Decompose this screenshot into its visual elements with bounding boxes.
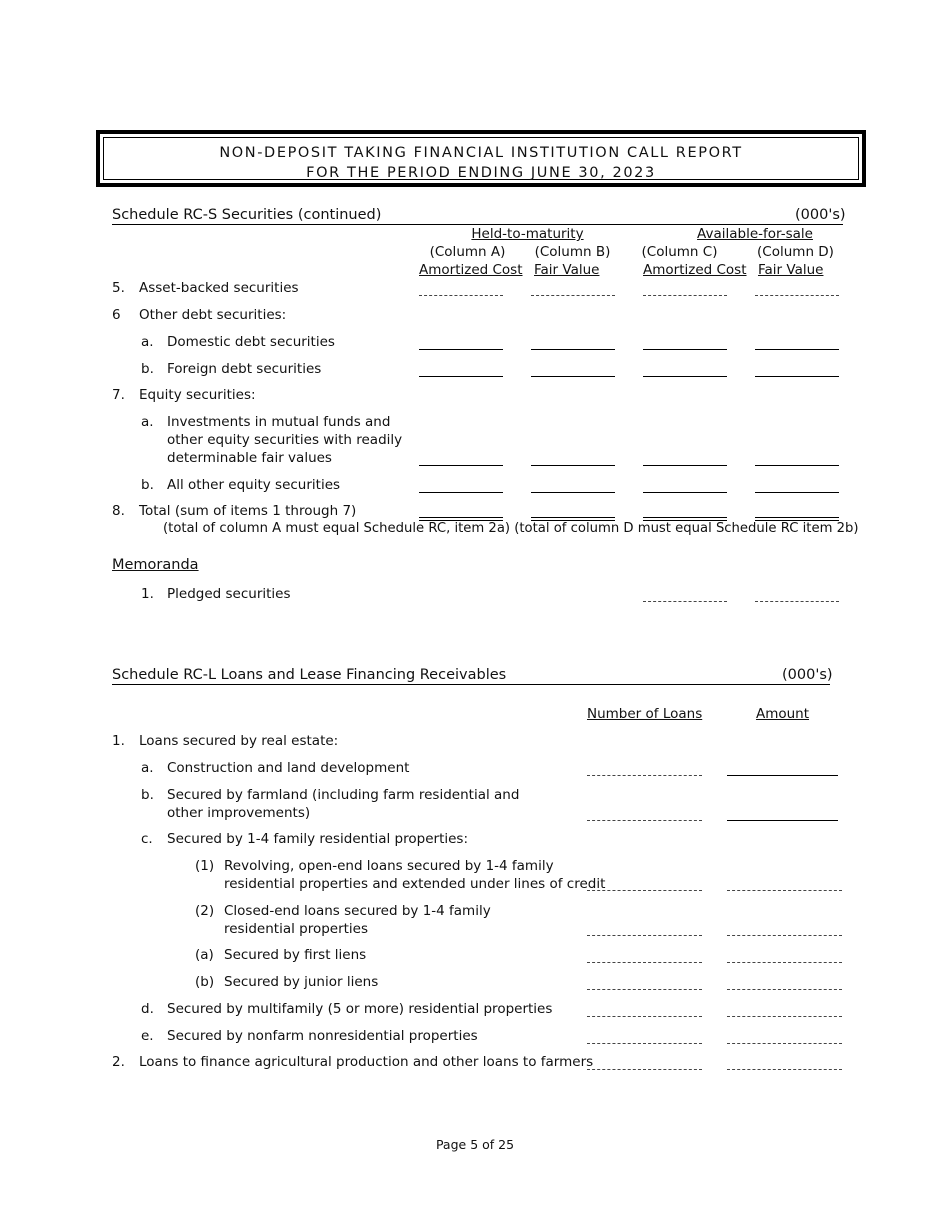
report-header-box <box>96 130 866 187</box>
rcs-5-col-c-field[interactable] <box>643 295 727 296</box>
rcl-units: (000's) <box>782 667 833 683</box>
rcs-col-a-subheader: Amortized Cost <box>419 262 523 278</box>
rcs-item-7a-line1: Investments in mutual funds and <box>167 414 391 430</box>
rcs-7b-col-b-field[interactable] <box>531 492 615 493</box>
rcs-6a-col-c-field[interactable] <box>643 349 727 350</box>
rcl-item-1c-num: c. <box>141 831 153 847</box>
rcl-item-2-num: 2. <box>112 1054 125 1070</box>
memo-1-col-d-field[interactable] <box>755 601 839 602</box>
rcl-item-1c2-num: (2) <box>195 903 215 919</box>
rcs-item-7a-line3: determinable fair values <box>167 450 332 466</box>
rcl-item-1d-num: d. <box>141 1001 154 1017</box>
rcl-1b-number-field[interactable] <box>587 820 702 821</box>
rcs-item-6-label: Other debt securities: <box>139 307 287 323</box>
rcs-units: (000's) <box>795 207 846 223</box>
rcs-5-col-d-field[interactable] <box>755 295 839 296</box>
rcl-1cb-amount-field[interactable] <box>727 989 842 990</box>
rcs-item-6a-label: Domestic debt securities <box>167 334 335 350</box>
rcl-item-1-label: Loans secured by real estate: <box>139 733 339 749</box>
rcl-item-1a-label: Construction and land development <box>167 760 410 776</box>
rcl-1e-amount-field[interactable] <box>727 1043 842 1044</box>
rcs-title: Schedule RC-S Securities (continued) <box>112 207 382 223</box>
rcl-item-1c1-num: (1) <box>195 858 215 874</box>
rcl-1d-amount-field[interactable] <box>727 1016 842 1017</box>
rcs-5-col-b-field[interactable] <box>531 295 615 296</box>
rcs-7b-col-a-field[interactable] <box>419 492 503 493</box>
rcs-6b-col-c-field[interactable] <box>643 376 727 377</box>
rcs-item-8-label: Total (sum of items 1 through 7) <box>139 503 357 519</box>
rcs-col-a-header: (Column A) <box>429 244 506 260</box>
rcs-item-7b-num: b. <box>141 477 154 493</box>
rcl-item-1e-label: Secured by nonfarm nonresidential properties <box>167 1028 478 1044</box>
rcl-col-number-header: Number of Loans <box>587 706 703 722</box>
rcl-item-1c1-line2: residential properties and extended under lines of credit <box>224 876 606 892</box>
rcl-2-amount-field[interactable] <box>727 1069 842 1070</box>
rcl-1ca-number-field[interactable] <box>587 962 702 963</box>
rcl-item-1b-line2: other improvements) <box>167 805 311 821</box>
rcs-6a-col-a-field[interactable] <box>419 349 503 350</box>
rcs-col-c-subheader: Amortized Cost <box>643 262 747 278</box>
rcl-item-1cb-num: (b) <box>195 974 215 990</box>
rcs-item-7a-num: a. <box>141 414 154 430</box>
rcs-7a-col-c-field[interactable] <box>643 465 727 466</box>
rcl-title: Schedule RC-L Loans and Lease Financing Receivables <box>112 667 507 683</box>
rcs-col-c-header: (Column C) <box>641 244 718 260</box>
rcl-1e-number-field[interactable] <box>587 1043 702 1044</box>
rcs-group-afs: Available-for-sale <box>697 226 813 242</box>
rcs-7b-col-d-field[interactable] <box>755 492 839 493</box>
rcs-6b-col-d-field[interactable] <box>755 376 839 377</box>
report-title-line2: FOR THE PERIOD ENDING JUNE 30, 2023 <box>306 165 656 181</box>
rcs-item-5-label: Asset-backed securities <box>139 280 299 296</box>
rcs-item-8-note: (total of column A must equal Schedule RC, item 2a) (total of column D must equal Schedule RC item 2b) <box>163 521 859 536</box>
rcl-item-1c2-line1: Closed-end loans secured by 1-4 family <box>224 903 491 919</box>
rcs-7a-col-a-field[interactable] <box>419 465 503 466</box>
rcl-item-1cb-label: Secured by junior liens <box>224 974 379 990</box>
rcl-col-amount-header: Amount <box>755 706 810 722</box>
rcs-group-htm: Held-to-maturity <box>471 226 584 242</box>
rcs-7a-col-b-field[interactable] <box>531 465 615 466</box>
memo-1-num: 1. <box>141 586 154 602</box>
rcl-1ca-amount-field[interactable] <box>727 962 842 963</box>
memo-1-label: Pledged securities <box>167 586 291 602</box>
page-number: Page 5 of 25 <box>435 1137 515 1152</box>
rcs-item-5-num: 5. <box>112 280 125 296</box>
rcl-1c1-amount-field[interactable] <box>727 890 842 891</box>
rcs-item-8-num: 8. <box>112 503 125 519</box>
rcs-item-7-num: 7. <box>112 387 125 403</box>
rcl-1cb-number-field[interactable] <box>587 989 702 990</box>
rcs-6b-col-a-field[interactable] <box>419 376 503 377</box>
rcl-1c2-number-field[interactable] <box>587 935 702 936</box>
rcs-item-6a-num: a. <box>141 334 154 350</box>
rcs-item-6b-num: b. <box>141 361 154 377</box>
rcl-2-number-field[interactable] <box>587 1069 702 1070</box>
rcs-col-d-header: (Column D) <box>757 244 834 260</box>
rcl-item-1b-line1: Secured by farmland (including farm residential and <box>167 787 520 803</box>
rcs-6b-col-b-field[interactable] <box>531 376 615 377</box>
rcl-item-1d-label: Secured by multifamily (5 or more) residential properties <box>167 1001 553 1017</box>
rcl-item-2-label: Loans to finance agricultural production and other loans to farmers <box>139 1054 594 1070</box>
report-title-line1: NON-DEPOSIT TAKING FINANCIAL INSTITUTION CALL REPORT <box>219 145 743 161</box>
rcl-item-1ca-num: (a) <box>195 947 214 963</box>
rcs-5-col-a-field[interactable] <box>419 295 503 296</box>
rcl-1a-amount-field[interactable] <box>727 775 838 776</box>
memo-1-col-c-field[interactable] <box>643 601 727 602</box>
rcs-col-b-header: (Column B) <box>534 244 611 260</box>
rcs-6a-col-d-field[interactable] <box>755 349 839 350</box>
rcl-item-1-num: 1. <box>112 733 125 749</box>
rcl-1d-number-field[interactable] <box>587 1016 702 1017</box>
memoranda-title: Memoranda <box>112 557 199 573</box>
rcs-item-6-num: 6 <box>112 307 121 323</box>
rcl-item-1c2-line2: residential properties <box>224 921 369 937</box>
rcs-6a-col-b-field[interactable] <box>531 349 615 350</box>
rcl-item-1a-num: a. <box>141 760 154 776</box>
rcl-item-1c-label: Secured by 1-4 family residential properties: <box>167 831 468 847</box>
rcs-col-b-subheader: Fair Value <box>534 262 600 278</box>
rcl-1c2-amount-field[interactable] <box>727 935 842 936</box>
rcs-col-d-subheader: Fair Value <box>758 262 824 278</box>
rcl-1b-amount-field[interactable] <box>727 820 838 821</box>
rcl-item-1c1-line1: Revolving, open-end loans secured by 1-4 family <box>224 858 554 874</box>
rcs-item-7a-line2: other equity securities with readily <box>167 432 403 448</box>
rcl-item-1b-num: b. <box>141 787 154 803</box>
report-header <box>103 137 859 180</box>
rcl-item-1e-num: e. <box>141 1028 154 1044</box>
rcl-1a-number-field[interactable] <box>587 775 702 776</box>
rcs-7b-col-c-field[interactable] <box>643 492 727 493</box>
rcs-item-7-label: Equity securities: <box>139 387 256 403</box>
rcs-item-7b-label: All other equity securities <box>167 477 341 493</box>
rcl-title-rule <box>112 684 830 685</box>
rcl-1c1-number-field[interactable] <box>587 890 702 891</box>
rcs-item-6b-label: Foreign debt securities <box>167 361 322 377</box>
rcl-item-1ca-label: Secured by first liens <box>224 947 367 963</box>
rcs-7a-col-d-field[interactable] <box>755 465 839 466</box>
